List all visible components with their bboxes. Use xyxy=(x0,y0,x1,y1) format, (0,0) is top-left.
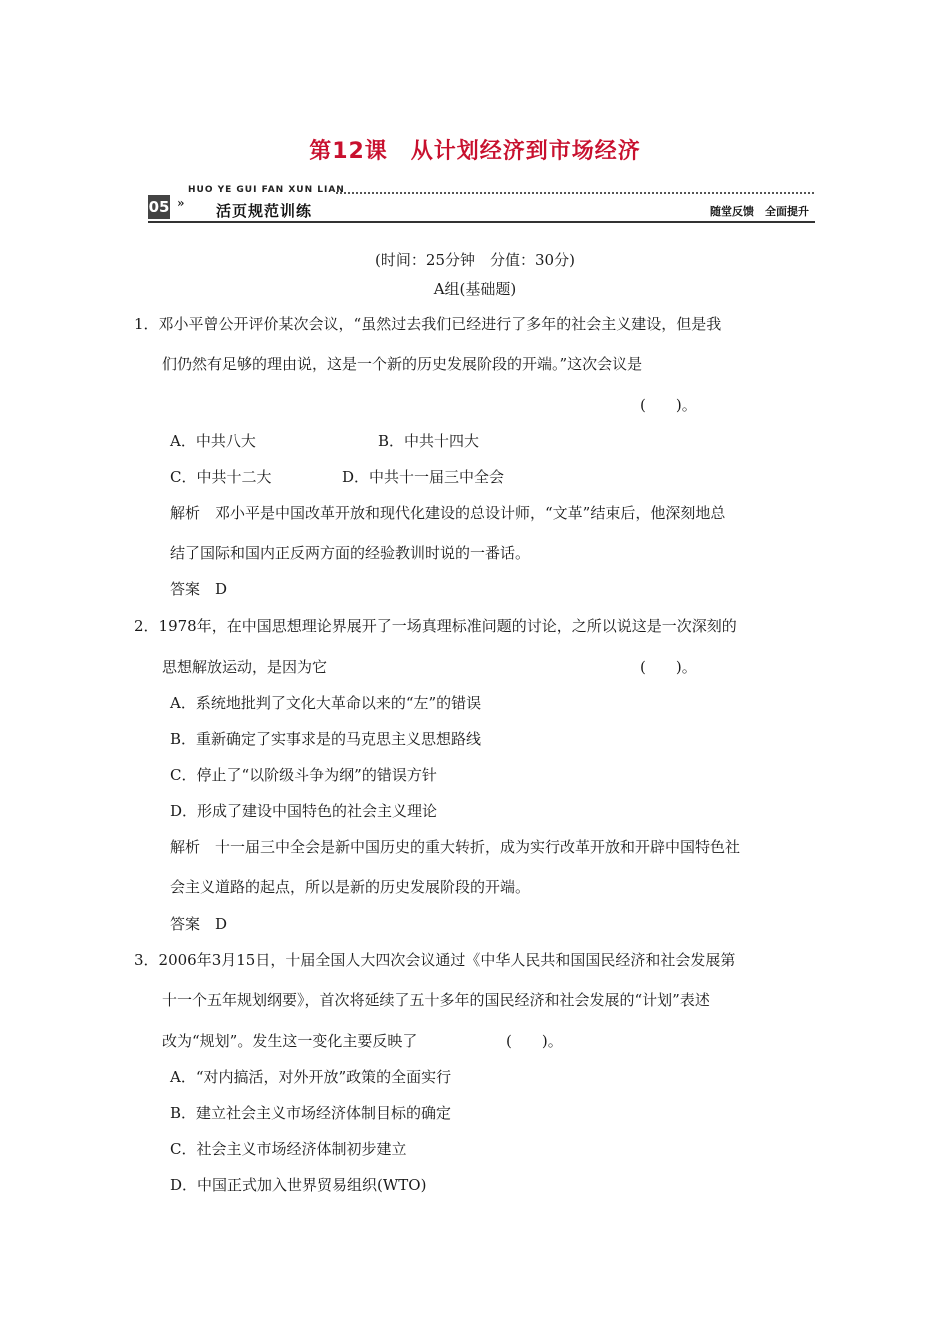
question-1-option-b: B．中共十四大 xyxy=(378,432,480,450)
page-title: 第12课 从计划经济到市场经济 xyxy=(309,139,641,164)
question-2-option-b: B．重新确定了实事求是的马克思主义思想路线 xyxy=(170,730,482,748)
question-1-option-d: D．中共十一届三中全会 xyxy=(342,468,505,486)
question-2-bracket: ( )。 xyxy=(640,658,697,676)
question-3-option-c: C．社会主义市场经济体制初步建立 xyxy=(170,1140,407,1158)
question-2-line-2: 思想解放运动，是因为它 xyxy=(162,658,328,676)
banner-slogan: 随堂反馈 全面提升 xyxy=(710,205,809,218)
question-3-line-2: 十一个五年规划纲要》，首次将延续了五十多年的国民经济和社会发展的“计划”表述 xyxy=(162,991,710,1009)
banner-rule xyxy=(148,221,815,223)
question-1-analysis-1: 解析 邓小平是中国改革开放和现代化建设的总设计师，“文革”结束后，他深刻地总 xyxy=(170,504,726,522)
banner-pinyin: HUO YE GUI FAN XUN LIAN xyxy=(188,185,345,195)
section-banner xyxy=(148,183,815,225)
question-1-answer: 答案 D xyxy=(170,580,228,598)
question-2-answer: 答案 D xyxy=(170,915,228,933)
question-2-option-c: C．停止了“以阶级斗争为纲”的错误方针 xyxy=(170,766,437,784)
question-3-option-d: D．中国正式加入世界贸易组织(WTO) xyxy=(170,1176,427,1194)
question-1-option-c: C．中共十二大 xyxy=(170,468,272,486)
question-3-line-1: 3．2006年3月15日，十届全国人大四次会议通过《中华人民共和国国民经济和社会发展第 xyxy=(134,951,736,969)
banner-number: 05 xyxy=(148,195,170,219)
time-score: (时间：25分钟 分值：30分) xyxy=(375,251,575,269)
question-1-analysis-2: 结了国际和国内正反两方面的经验教训时说的一番话。 xyxy=(170,544,531,562)
chevron-right-icon: » xyxy=(177,196,185,210)
question-3-bracket: ( )。 xyxy=(506,1032,563,1050)
question-2-line-1: 2．1978年，在中国思想理论界展开了一场真理标准问题的讨论，之所以说这是一次深刻的 xyxy=(134,617,737,635)
question-2-option-d: D．形成了建设中国特色的社会主义理论 xyxy=(170,802,438,820)
question-3-option-a: A．“对内搞活，对外开放”政策的全面实行 xyxy=(170,1068,452,1086)
question-3-line-3: 改为“规划”。发生这一变化主要反映了 xyxy=(162,1032,418,1050)
group-label: A组(基础题) xyxy=(433,280,517,298)
question-1-bracket: ( )。 xyxy=(640,396,697,414)
question-2-option-a: A．系统地批判了文化大革命以来的“左”的错误 xyxy=(170,694,482,712)
question-2-analysis-1: 解析 十一届三中全会是新中国历史的重大转折，成为实行改革开放和开辟中国特色社 xyxy=(170,838,741,856)
question-1-line-1: 1．邓小平曾公开评价某次会议，“虽然过去我们已经进行了多年的社会主义建设，但是我 xyxy=(134,315,722,333)
banner-dotted-line xyxy=(336,192,814,194)
question-3-option-b: B．建立社会主义市场经济体制目标的确定 xyxy=(170,1104,452,1122)
banner-title: 活页规范训练 xyxy=(216,202,313,220)
question-1-line-2: 们仍然有足够的理由说，这是一个新的历史发展阶段的开端。”这次会议是 xyxy=(162,355,643,373)
question-1-option-a: A．中共八大 xyxy=(170,432,256,450)
question-2-analysis-2: 会主义道路的起点，所以是新的历史发展阶段的开端。 xyxy=(170,878,531,896)
